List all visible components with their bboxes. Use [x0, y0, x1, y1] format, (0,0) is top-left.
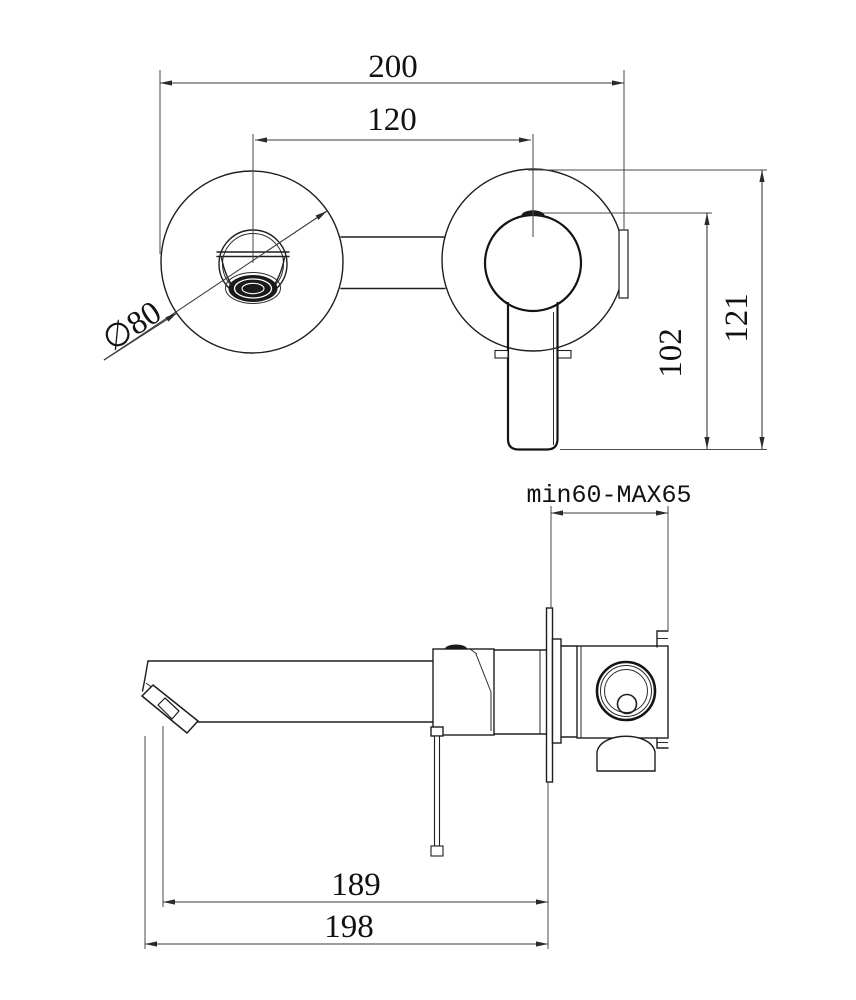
- handle-lever-stem: [508, 303, 558, 450]
- inwall-tube: [494, 650, 547, 734]
- wall-plate-side: [547, 608, 553, 782]
- dimension-reach-aerator: [163, 726, 548, 907]
- dim-label-handle-height: 102: [653, 328, 689, 378]
- dimension-overall-height: [528, 170, 767, 450]
- dim-label-reach-overall: 198: [324, 909, 374, 945]
- dim-label-wall-depth: min60-MAX65: [526, 481, 692, 510]
- outlet-port-dome: [597, 736, 655, 771]
- dim-label-overall-height: 121: [719, 293, 755, 343]
- dimension-total-width: [160, 49, 624, 254]
- valve-body-side: [431, 645, 494, 857]
- rod-mount: [431, 727, 443, 736]
- inwall-connecting-bar: [341, 237, 445, 289]
- cartridge-housing: [561, 631, 668, 771]
- plate-side-clip: [619, 230, 628, 298]
- mixer-handle-front: [485, 210, 628, 449]
- aerator-front: [226, 273, 281, 304]
- body-screw: [445, 645, 467, 650]
- dim-label-total-width: 200: [368, 49, 418, 85]
- fixing-rod: [435, 736, 440, 846]
- spout-side: [142, 661, 433, 733]
- dim-label-center-distance: 120: [367, 102, 417, 138]
- aerator-tip-block: [142, 685, 198, 733]
- dimension-reach-overall: [145, 736, 548, 949]
- side-view: [142, 481, 692, 949]
- dimension-plate-diameter: [97, 211, 327, 360]
- spout-escutcheon-plate: [161, 171, 343, 353]
- front-view: [97, 49, 767, 450]
- wall-plate-hub: [553, 639, 562, 743]
- dim-label-reach-aerator: 189: [331, 867, 381, 903]
- plate-tab-right: [558, 351, 571, 359]
- fixing-rod-foot: [431, 846, 443, 856]
- plate-tab-left: [495, 351, 508, 359]
- dim-label-plate-diameter: ∅80: [96, 294, 168, 359]
